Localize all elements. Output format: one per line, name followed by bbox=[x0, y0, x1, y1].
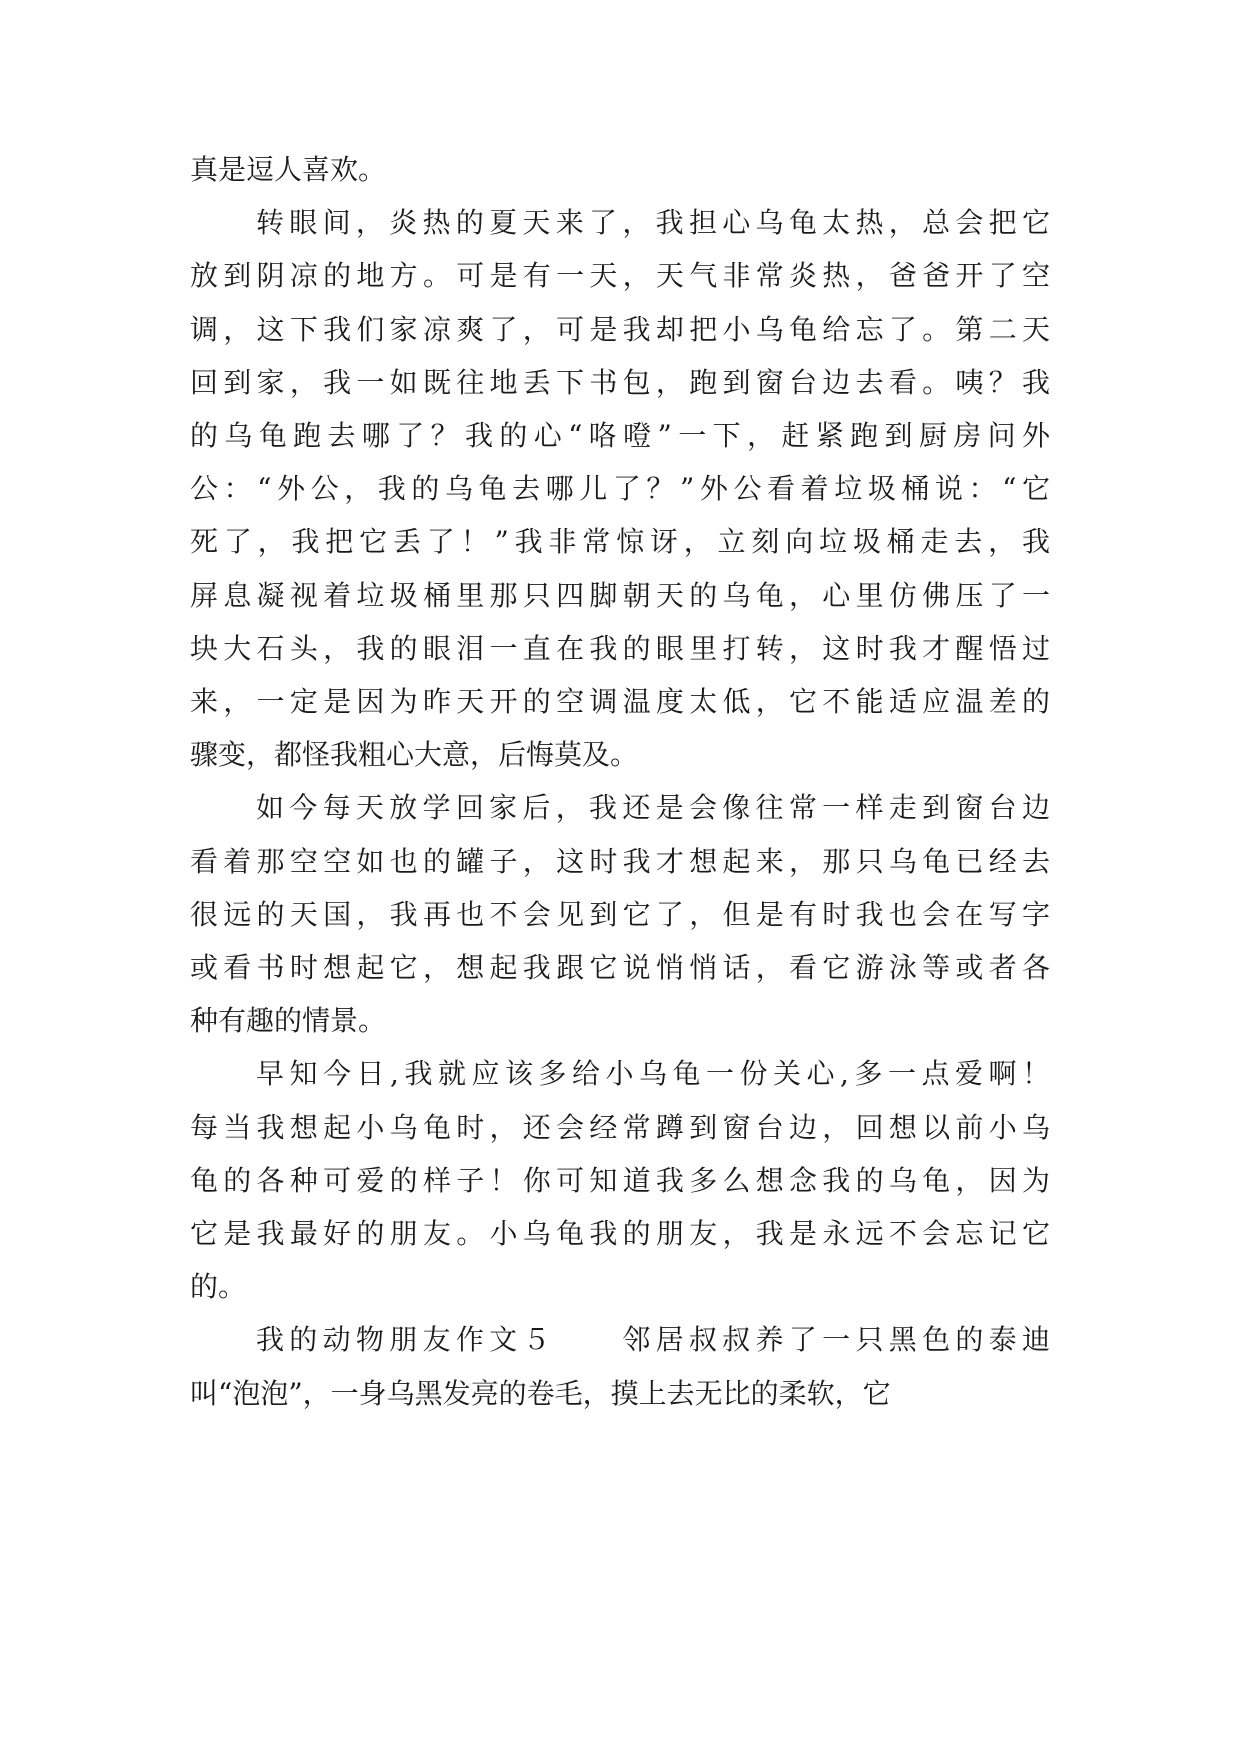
text-line: 叫“泡泡”，一身乌黑发亮的卷毛，摸上去无比的柔软，它 bbox=[190, 1376, 891, 1410]
text-line: 每当我想起小乌龟时，还会经常蹲到窗台边，回想以前小乌 bbox=[190, 1110, 1050, 1144]
text-line: 骤变，都怪我粗心大意，后悔莫及。 bbox=[190, 738, 639, 772]
text-line: 的乌龟跑去哪了？我的心“咯噔”一下，赶紧跑到厨房问外 bbox=[190, 419, 1050, 452]
text-line: 龟的各种可爱的样子！你可知道我多么想念我的乌龟，因为 bbox=[190, 1163, 1050, 1197]
text-line: 或看书时想起它，想起我跟它说悄悄话，看它游泳等或者各 bbox=[190, 951, 1050, 984]
text-line: 很远的天国，我再也不会见到它了，但是有时我也会在写字 bbox=[190, 897, 1050, 931]
text-line: 如今每天放学回家后，我还是会像往常一样走到窗台边 bbox=[256, 791, 1050, 825]
text-line: 转眼间，炎热的夏天来了，我担心乌龟太热，总会把它 bbox=[256, 206, 1050, 240]
text-line: 来，一定是因为昨天开的空调温度太低，它不能适应温差的 bbox=[190, 685, 1050, 718]
text-line: 的。 bbox=[190, 1270, 247, 1304]
text-line: 看着那空空如也的罐子，这时我才想起来，那只乌龟已经去 bbox=[190, 844, 1050, 878]
text-line: 回到家，我一如既往地丢下书包，跑到窗台边去看。咦？我 bbox=[190, 365, 1050, 399]
text-line: 屏息凝视着垃圾桶里那只四脚朝天的乌龟，心里仿佛压了一 bbox=[190, 578, 1050, 612]
text-line: 种有趣的情景。 bbox=[190, 1004, 387, 1038]
text-line: 调，这下我们家凉爽了，可是我却把小乌龟给忘了。第二天 bbox=[190, 312, 1050, 346]
text-line: 放到阴凉的地方。可是有一天，天气非常炎热，爸爸开了空 bbox=[190, 259, 1050, 293]
text-line: 它是我最好的朋友。小乌龟我的朋友，我是永远不会忘记它 bbox=[190, 1217, 1050, 1250]
text-line: 早知今日,我就应该多给小乌龟一份关心,多一点爱啊！ bbox=[256, 1057, 1050, 1091]
text-line: 真是逗人喜欢。 bbox=[190, 153, 387, 186]
text-line: 公：“外公，我的乌龟去哪儿了？”外公看着垃圾桶说：“它 bbox=[190, 472, 1050, 506]
text-line: 块大石头，我的眼泪一直在我的眼里打转，这时我才醒悟过 bbox=[190, 631, 1050, 665]
text-line: 死了，我把它丢了！”我非常惊讶，立刻向垃圾桶走去，我 bbox=[190, 525, 1050, 559]
text-line: 我的动物朋友作文５ 邻居叔叔养了一只黑色的泰迪 bbox=[256, 1323, 1050, 1357]
